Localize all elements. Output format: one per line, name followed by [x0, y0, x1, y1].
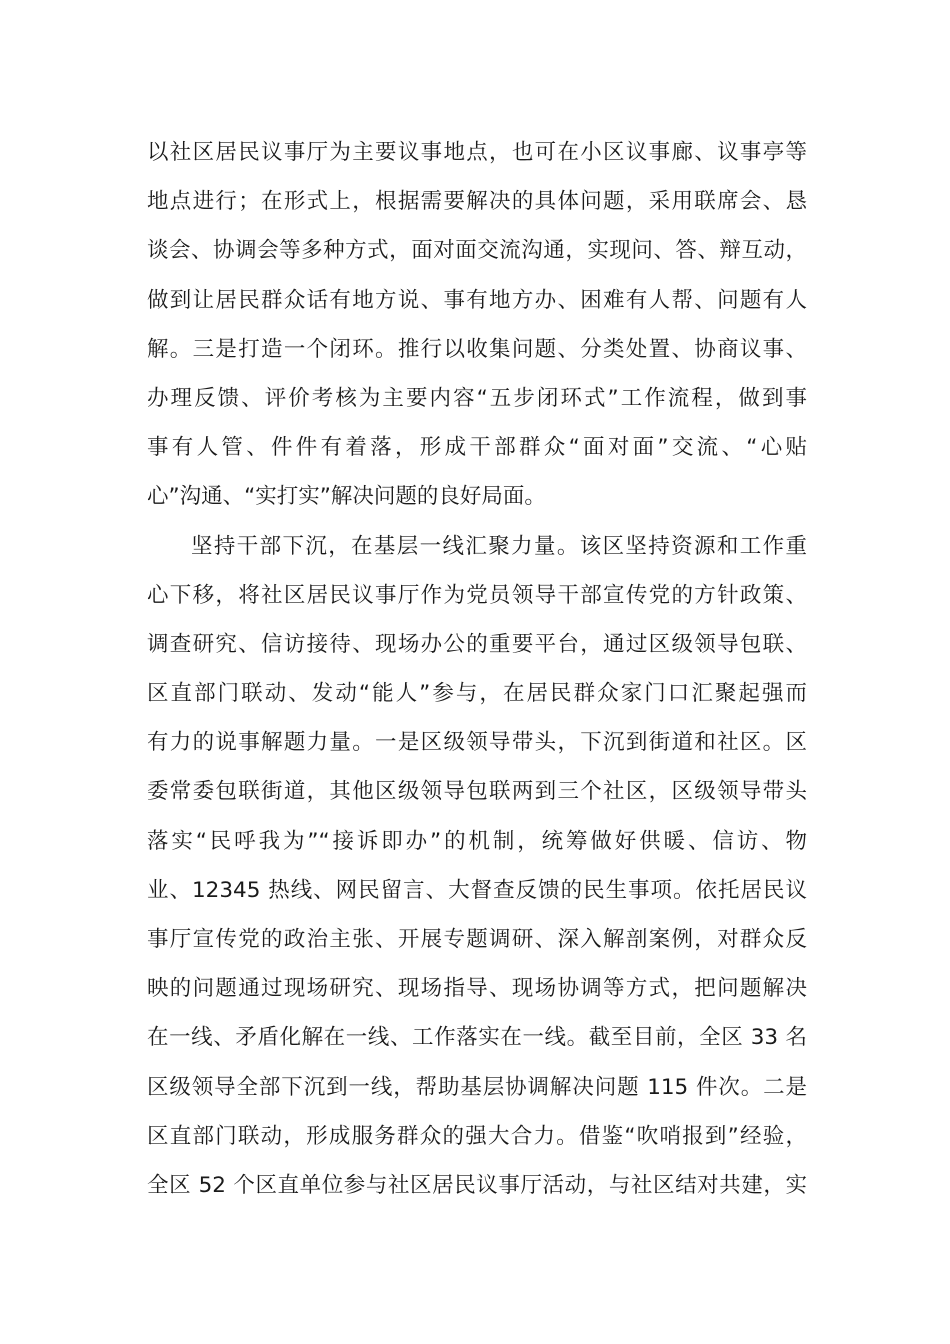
text-line: 以社区居民议事厅为主要议事地点，也可在小区议事廊、议事亭等	[147, 140, 807, 165]
text-line: 落实“民呼我为”“接诉即办”的机制，统筹做好供暖、信访、物	[147, 828, 807, 854]
text-line: 有力的说事解题力量。一是区级领导带头，下沉到街道和社区。区	[147, 730, 807, 756]
text-line: 地点进行；在形式上，根据需要解决的具体问题，采用联席会、恳	[147, 189, 807, 215]
text-line: 区直部门联动，形成服务群众的强大合力。借鉴“吹哨报到”经验，	[147, 1123, 807, 1149]
text-line: 映的问题通过现场研究、现场指导、现场协调等方式，把问题解决	[147, 976, 807, 1002]
text-line: 心下移，将社区居民议事厅作为党员领导干部宣传党的方针政策、	[147, 582, 807, 608]
text-line: 业、12345 热线、网民留言、大督查反馈的民生事项。依托居民议	[147, 877, 807, 903]
text-line: 做到让居民群众话有地方说、事有地方办、困难有人帮、问题有人	[147, 287, 807, 313]
text-line: 委常委包联街道，其他区级领导包联两到三个社区，区级领导带头	[147, 779, 807, 805]
text-line: 解。三是打造一个闭环。推行以收集问题、分类处置、协商议事、	[147, 336, 807, 362]
paragraph-end-line: 心”沟通、“实打实”解决问题的良好局面。	[147, 484, 546, 510]
text-line: 在一线、矛盾化解在一线、工作落实在一线。截至目前，全区 33 名	[147, 1025, 807, 1051]
text-line: 办理反馈、评价考核为主要内容“五步闭环式”工作流程，做到事	[147, 385, 807, 411]
text-line: 区直部门联动、发动“能人”参与，在居民群众家门口汇聚起强而	[147, 681, 807, 707]
body-text	[147, 128, 807, 1210]
text-line: 区级领导全部下沉到一线，帮助基层协调解决问题 115 件次。二是	[147, 1074, 807, 1100]
paragraph-start-line: 坚持干部下沉，在基层一线汇聚力量。该区坚持资源和工作重	[191, 533, 807, 559]
text-line: 全区 52 个区直单位参与社区居民议事厅活动，与社区结对共建，实	[147, 1172, 807, 1198]
text-line: 谈会、协调会等多种方式，面对面交流沟通，实现问、答、辩互动，	[147, 238, 807, 264]
text-line: 调查研究、信访接待、现场办公的重要平台，通过区级领导包联、	[147, 631, 807, 657]
text-line: 事有人管、件件有着落，形成干部群众“面对面”交流、“心贴	[147, 435, 807, 461]
text-line: 事厅宣传党的政治主张、开展专题调研、深入解剖案例，对群众反	[147, 927, 807, 952]
